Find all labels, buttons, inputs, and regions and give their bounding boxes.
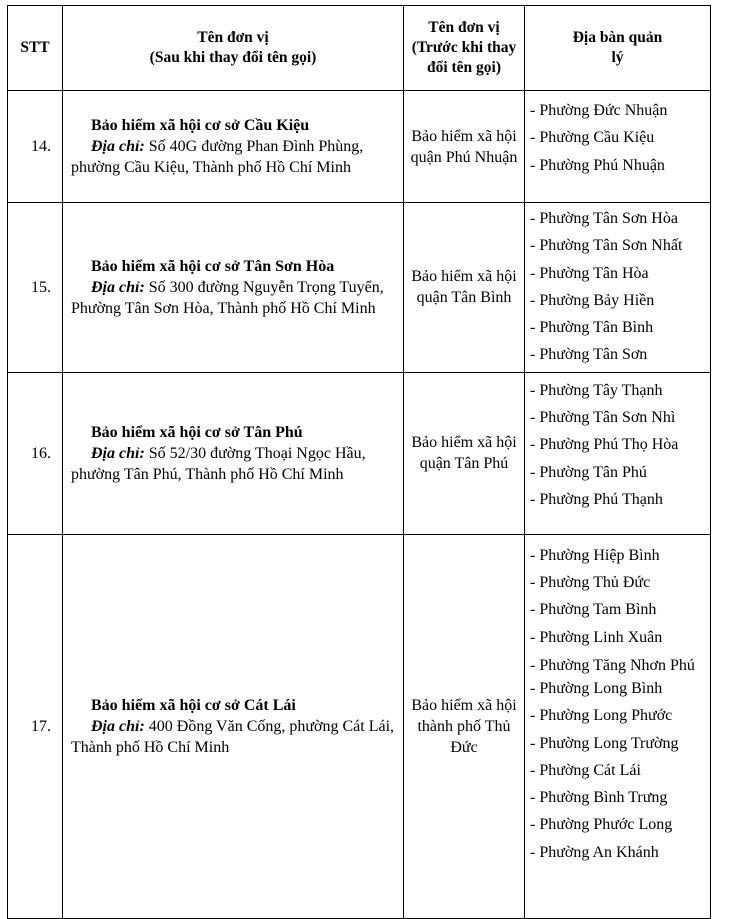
- list-item: - Phường Tân Sơn Hòa: [530, 210, 678, 227]
- list-item: - Phường Tân Hòa: [530, 264, 649, 282]
- row-stt-number: 14.: [31, 138, 51, 155]
- list-item: - Phường Tây Thạnh: [530, 381, 663, 399]
- unit-address: [71, 716, 397, 758]
- unit-name: Bảo hiểm xã hội cơ sở Cầu Kiệu: [91, 117, 310, 134]
- list-item: - Phường Tân Bình: [530, 319, 654, 337]
- list-item: - Phường Tân Sơn: [530, 346, 648, 364]
- list-item: - Phường Bình Trưng: [530, 789, 668, 807]
- list-item: - Phường Hiệp Bình: [530, 546, 660, 564]
- list-item: - Phường Cầu Kiệu: [530, 129, 655, 147]
- unit-name: Bảo hiểm xã hội cơ sở Cát Lái: [91, 696, 296, 714]
- list-item: - Phường Phú Thọ Hòa: [530, 436, 679, 454]
- row-unit: [63, 372, 404, 534]
- row-unit: [63, 534, 404, 918]
- address-label: Địa chỉ:: [91, 444, 145, 462]
- header-name-sub: (Sau khi thay đổi tên gọi): [149, 49, 317, 66]
- header-row: [8, 6, 711, 91]
- list-item: - Phường An Khánh: [530, 843, 659, 861]
- address-label: Địa chỉ:: [91, 278, 145, 296]
- list-item: - Phường Phú Thạnh: [530, 490, 663, 508]
- list-item: - Phường Linh Xuân: [530, 628, 663, 646]
- list-item: - Phường Tăng Nhơn Phú: [530, 656, 695, 674]
- row-stt: [8, 372, 63, 534]
- row-old-name: [404, 534, 525, 918]
- address-text: Số 40G đường Phan Đình Phùng, phường Cầu Kiệu, Thành phố Hồ Chí Minh: [71, 138, 364, 176]
- row-areas: [525, 372, 711, 534]
- row-stt: [8, 91, 63, 203]
- row-stt-number: 16.: [31, 444, 51, 462]
- table-row: [8, 203, 711, 373]
- address-text: Số 52/30 đường Thoại Ngọc Hầu, phường Tân Phú, Thành phố Hồ Chí Minh: [71, 444, 366, 483]
- row-areas: [525, 534, 711, 918]
- unit-address: [71, 136, 397, 178]
- header-name-title: Tên đơn vị: [197, 29, 269, 46]
- old-unit-name: Bảo hiểm xã hội thành phố Thủ Đức: [411, 696, 517, 756]
- list-item: - Phường Bảy Hiền: [530, 291, 655, 309]
- table-row: [8, 91, 711, 203]
- table-row: [8, 372, 711, 534]
- row-old-name: [404, 91, 525, 203]
- unit-name: Bảo hiểm xã hội cơ sở Tân Phú: [91, 423, 303, 441]
- units-table: [7, 5, 711, 919]
- header-old-name: Tên đơn vị (Trước khi thay đổi tên gọi): [404, 6, 525, 91]
- unit-name: Bảo hiểm xã hội cơ sở Tân Sơn Hòa: [91, 257, 335, 275]
- list-item: - Phường Tân Phú: [530, 463, 647, 481]
- row-old-name: [404, 372, 525, 534]
- row-stt: [8, 534, 63, 918]
- address-label: Địa chỉ:: [91, 717, 145, 735]
- table-row: [8, 534, 711, 918]
- list-item: - Phường Thủ Đức: [530, 574, 651, 592]
- row-stt-number: 15.: [31, 278, 51, 296]
- list-item: - Phường Phước Long: [530, 816, 673, 834]
- list-item: - Phường Tam Bình: [530, 601, 657, 619]
- header-name: [63, 6, 404, 91]
- row-old-name: [404, 203, 525, 373]
- address-label: Địa chỉ:: [91, 138, 145, 155]
- list-item: - Phường Phú Nhuận: [530, 156, 665, 174]
- list-item: - Phường Long Phước: [530, 707, 673, 725]
- address-text: Số 300 đường Nguyễn Trọng Tuyển, Phường Tân Sơn Hòa, Thành phố Hồ Chí Minh: [71, 278, 384, 317]
- unit-address: [71, 443, 397, 485]
- list-item: - Phường Long Trường: [530, 734, 679, 752]
- row-stt-number: 17.: [31, 717, 51, 735]
- row-unit: [63, 203, 404, 373]
- header-area: Địa bàn quản lý: [525, 6, 711, 91]
- list-item: - Phường Tân Sơn Nhì: [530, 409, 676, 427]
- list-item: - Phường Cát Lái: [530, 761, 641, 779]
- list-item: - Phường Tân Sơn Nhất: [530, 237, 683, 255]
- row-areas: [525, 203, 711, 373]
- list-item: - Phường Long Bình: [530, 679, 663, 697]
- row-stt: [8, 203, 63, 373]
- list-item: - Phường Đức Nhuận: [530, 102, 668, 119]
- header-stt: STT: [8, 6, 63, 91]
- row-unit: [63, 91, 404, 203]
- unit-address: [71, 277, 397, 319]
- row-areas: [525, 91, 711, 203]
- old-unit-name: Bảo hiểm xã hội quận Phú Nhuận: [410, 127, 518, 166]
- old-unit-name: Bảo hiểm xã hội quận Tân Bình: [411, 268, 517, 307]
- old-unit-name: Bảo hiểm xã hội quận Tân Phú: [411, 434, 517, 473]
- address-text: 400 Đồng Văn Cống, phường Cát Lái, Thành phố Hồ Chí Minh: [71, 717, 395, 756]
